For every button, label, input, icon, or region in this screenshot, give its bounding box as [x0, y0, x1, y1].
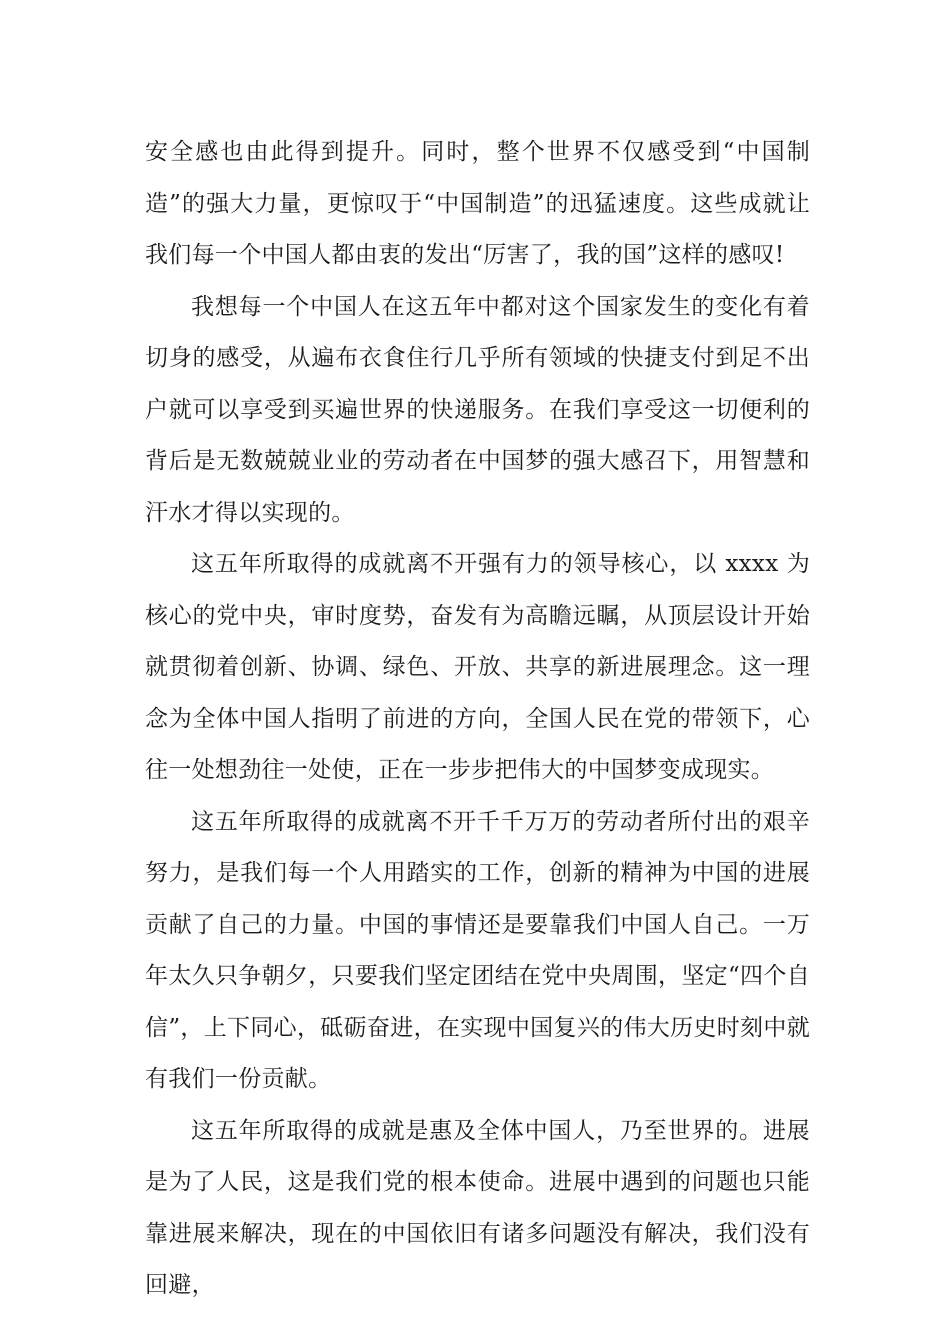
document-body [145, 127, 810, 1312]
paragraph-5: 这五年所取得的成就是惠及全体中国人，乃至世界的。进展是为了人民，这是我们党的根本使命。进展中遇到的问题也只能靠进展来解决，现在的中国依旧有诸多问题没有解决，我们没有回避， [145, 1117, 810, 1298]
paragraph-4: 这五年所取得的成就离不开千千万万的劳动者所付出的艰辛努力，是我们每一个人用踏实的工作，创新的精神为中国的进展贡献了自己的力量。中国的事情还是要靠我们中国人自己。一万年太久只争朝夕，只要我们坚定团结在党中央周围，坚定“四个自信”，上下同心，砥砺奋进，在实现中国复兴的伟大历史时刻中就有我们一份贡献。 [145, 808, 810, 1092]
paragraph-1: 安全感也由此得到提升。同时，整个世界不仅感受到“中国制造”的强大力量，更惊叹于“中国制造”的迅猛速度。这些成就让我们每一个中国人都由衷的发出“厉害了，我的国”这样的感叹! [145, 139, 810, 268]
paragraph-2: 我想每一个中国人在这五年中都对这个国家发生的变化有着切身的感受，从遍布衣食住行几乎所有领域的快捷支付到足不出户就可以享受到买遍世界的快递服务。在我们享受这一切便利的背后是无数兢兢业业的劳动者在中国梦的强大感召下，用智慧和汗水才得以实现的。 [145, 293, 810, 526]
paragraph-3: 这五年所取得的成就离不开强有力的领导核心，以 xxxx 为核心的党中央，审时度势，奋发有为高瞻远瞩，从顶层设计开始就贯彻着创新、协调、绿色、开放、共享的新进展理念。这一理念为全体中国人指明了前进的方向，全国人民在党的带领下，心往一处想劲往一处使，正在一步步把伟大的中国梦变成现实。 [145, 551, 810, 783]
